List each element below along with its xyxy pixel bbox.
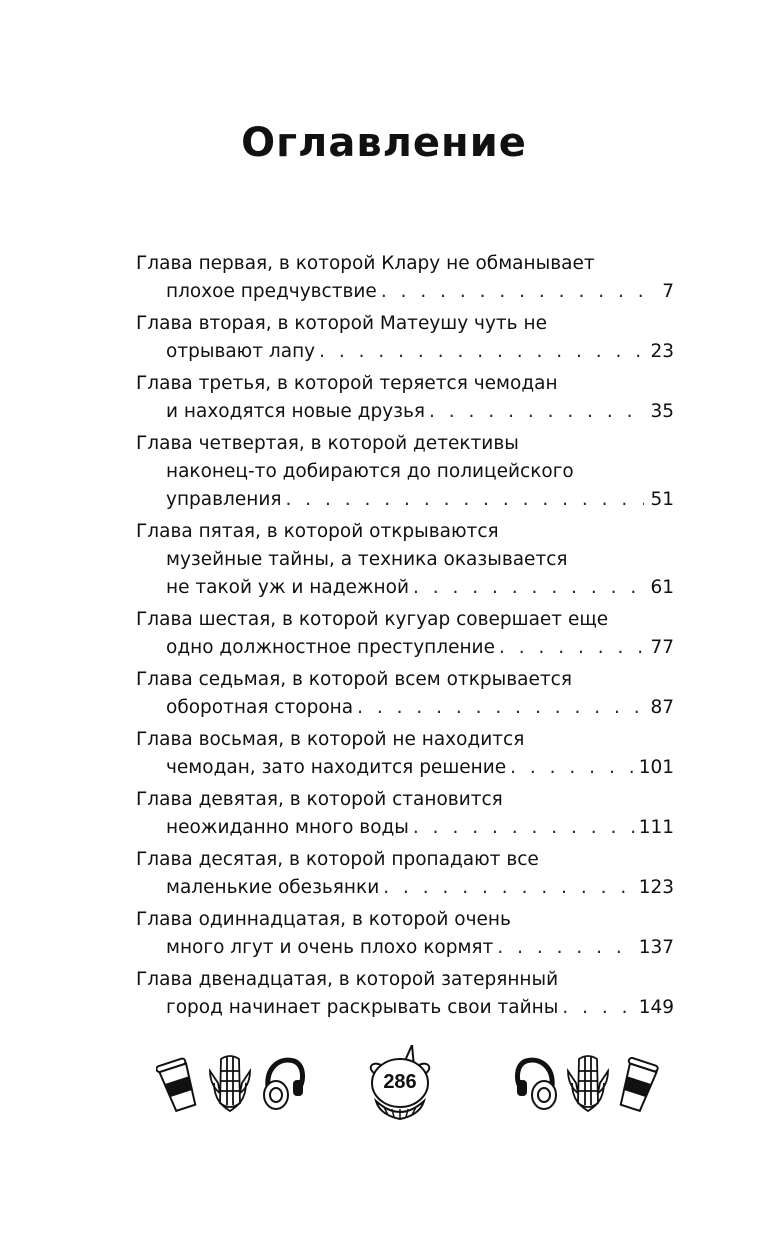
chapter-title-cont: музейные тайны, а техника оказывается [166, 549, 568, 570]
chapter-title: Глава третья, в которой теряется чемодан [136, 373, 558, 394]
chapter-title: Глава вторая, в которой Матеушу чуть не [136, 313, 547, 334]
toc-entry-8[interactable] [136, 726, 674, 782]
chapter-title: Глава шестая, в которой кугуар совершает еще [136, 609, 609, 630]
chapter-title-end: не такой уж и надежной [166, 577, 409, 598]
page-title: Оглавление [241, 120, 527, 166]
leader-dots [499, 634, 644, 662]
leader-dots [562, 994, 634, 1022]
toc-entry-5[interactable] [136, 518, 674, 602]
leader-dots [413, 814, 635, 842]
chapter-title-end: оборотная сторона [166, 697, 354, 718]
chapter-title: Глава одиннадцатая, в которой очень [136, 909, 511, 930]
page-number: 149 [638, 997, 674, 1018]
chapter-title: Глава пятая, в которой открываются [136, 521, 499, 542]
chapter-title: Глава восьмая, в которой не находится [136, 729, 525, 750]
chapter-title-end: маленькие обезьянки [166, 877, 380, 898]
leader-dots [497, 934, 634, 962]
chapter-title: Глава первая, в которой Клару не обманывает [136, 253, 595, 274]
chapter-title-end: неожиданно много воды [166, 817, 409, 838]
page-number-label: 286 [383, 1071, 417, 1093]
page-number: 111 [638, 817, 674, 838]
chapter-title: Глава седьмая, в которой всем открывается [136, 669, 572, 690]
page-number: 101 [638, 757, 674, 778]
page-number: 51 [650, 489, 674, 510]
chapter-title-end: одно должностное преступление [166, 637, 495, 658]
chapter-title: Глава двенадцатая, в которой затерянный [136, 969, 559, 990]
headphones-icon [514, 1053, 562, 1113]
page-number: 77 [650, 637, 674, 658]
toc-entry-11[interactable] [136, 906, 674, 962]
chapter-title-cont: наконец-то добираются до полицейского [166, 461, 574, 482]
page-number: 137 [638, 937, 674, 958]
leader-dots [413, 574, 644, 602]
toc-entry-9[interactable] [136, 786, 674, 842]
corn-icon [564, 1053, 612, 1115]
leader-dots [510, 754, 635, 782]
page-number: 23 [650, 341, 674, 362]
chapter-title-end: много лгут и очень плохо кормят [166, 937, 494, 958]
page-number-badge [360, 1045, 440, 1123]
toc-entry-6[interactable] [136, 606, 674, 662]
headphones-icon [258, 1053, 306, 1113]
leader-dots [383, 874, 634, 902]
chapter-title-end: и находятся новые друзья [166, 401, 426, 422]
chapter-title-end: чемодан, зато находится решение [166, 757, 507, 778]
leader-dots [285, 486, 644, 514]
chapter-title-end: плохое предчувствие [166, 281, 377, 302]
leader-dots [357, 694, 644, 722]
page-number: 61 [650, 577, 674, 598]
leader-dots [381, 278, 644, 306]
toc-entry-2[interactable] [136, 310, 674, 366]
leader-dots [429, 398, 644, 426]
page-number: 123 [638, 877, 674, 898]
coffee-cup-icon [616, 1053, 660, 1115]
page-number: 7 [662, 281, 674, 302]
chapter-title-end: город начинает раскрывать свои тайны [166, 997, 559, 1018]
toc-entry-12[interactable] [136, 966, 674, 1022]
chapter-title-end: отрывают лапу [166, 341, 316, 362]
coffee-cup-icon [156, 1053, 200, 1115]
leader-dots [319, 338, 644, 366]
page-number: 35 [650, 401, 674, 422]
toc-entry-1[interactable] [136, 250, 674, 306]
toc-entry-10[interactable] [136, 846, 674, 902]
chapter-title-end: управления [166, 489, 282, 510]
table-of-contents [136, 250, 674, 1022]
chapter-title: Глава девятая, в которой становится [136, 789, 503, 810]
chapter-title: Глава четвертая, в которой детективы [136, 433, 519, 454]
chapter-title: Глава десятая, в которой пропадают все [136, 849, 539, 870]
page-footer [150, 1045, 670, 1125]
page-number: 87 [650, 697, 674, 718]
toc-entry-4[interactable] [136, 430, 674, 514]
toc-entry-3[interactable] [136, 370, 674, 426]
toc-entry-7[interactable] [136, 666, 674, 722]
corn-icon [206, 1053, 254, 1115]
